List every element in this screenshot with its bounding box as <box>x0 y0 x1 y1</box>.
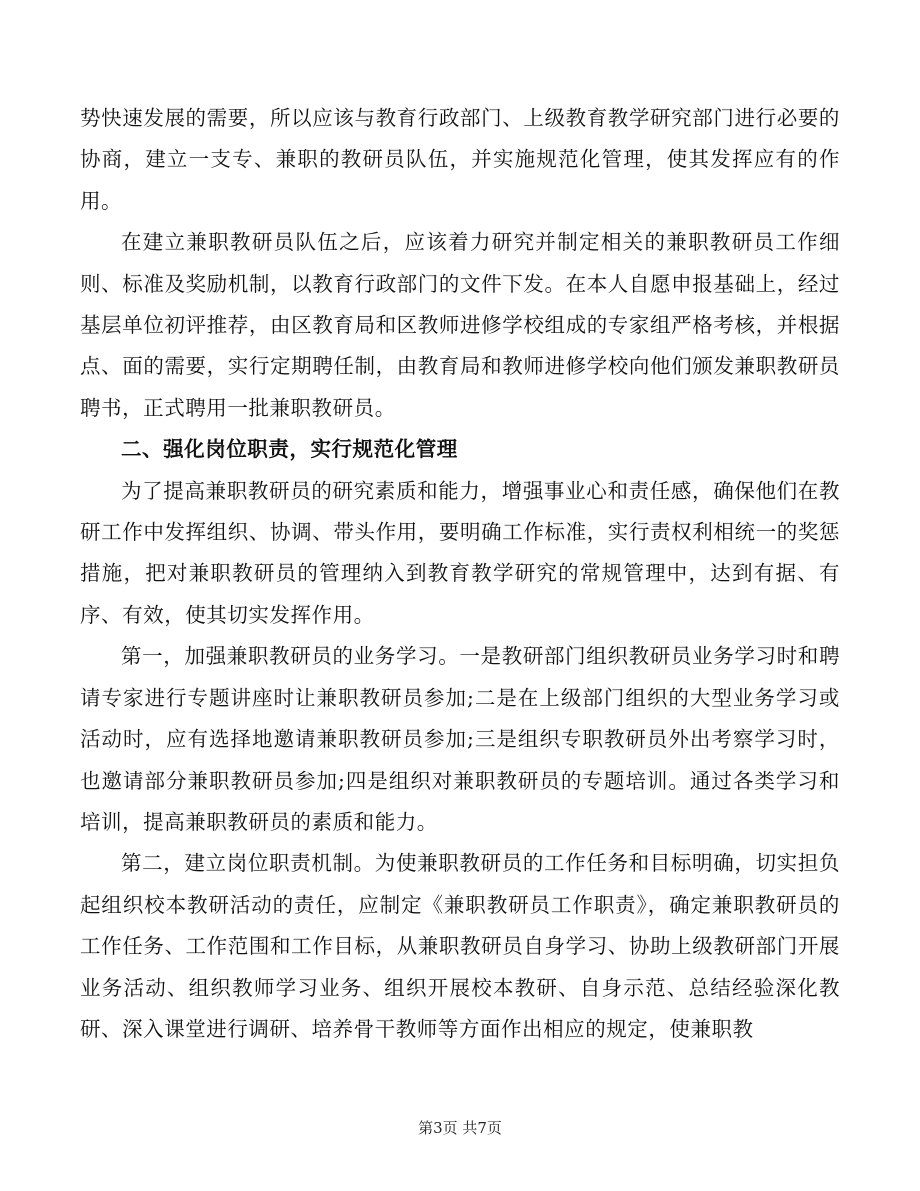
document-body <box>80 98 840 1050</box>
section-heading-2: 二、强化岗位职责，实行规范化管理 <box>121 437 458 462</box>
paragraph-continuation: 势快速发展的需要，所以应该与教育行政部门、上级教育教学研究部门进行必要的协商，建立一支专、兼职的教研员队伍，并实施规范化管理，使其发挥应有的作用。 <box>80 106 840 213</box>
paragraph-part-time-team: 在建立兼职教研员队伍之后，应该着力研究并制定相关的兼职教研员工作细则、标准及奖励机制，以教育行政部门的文件下发。在本人自愿申报基础上，经过基层单位初评推荐，由区教育局和区教师进修学校组成的专家组严格考核，并根据点、面的需要，实行定期聘任制，由教育局和教师进修学校向他们颁发兼职教研员聘书，正式聘用一批兼职教研员。 <box>80 230 840 420</box>
paragraph-second-duties: 第二，建立岗位职责机制。为使兼职教研员的工作任务和目标明确，切实担负起组织校本教研活动的责任，应制定《兼职教研员工作职责》，确定兼职教研员的工作任务、工作范围和工作目标，从兼职教研员自身学习、协助上级教研部门开展业务活动、组织教师学习业务、组织开展校本教研、自身示范、总结经验深化教研、深入课堂进行调研、培养骨干教师等方面作出相应的规定，使兼职教 <box>80 851 840 1041</box>
paragraph-management-goals: 为了提高兼职教研员的研究素质和能力，增强事业心和责任感，确保他们在教研工作中发挥组织、协调、带头作用，要明确工作标准，实行责权利相统一的奖惩措施，把对兼职教研员的管理纳入到教育教学研究的常规管理中，达到有据、有序、有效，使其切实发挥作用。 <box>80 478 840 627</box>
paragraph-first-study: 第一，加强兼职教研员的业务学习。一是教研部门组织教研员业务学习时和聘请专家进行专题讲座时让兼职教研员参加;二是在上级部门组织的大型业务学习或活动时，应有选择地邀请兼职教研员参加;三是组织专职教研员外出考察学习时，也邀请部分兼职教研员参加;四是组织对兼职教研员的专题培训。通过各类学习和培训，提高兼职教研员的素质和能力。 <box>80 644 840 834</box>
page-number-footer: 第3页 共7页 <box>418 1119 502 1137</box>
